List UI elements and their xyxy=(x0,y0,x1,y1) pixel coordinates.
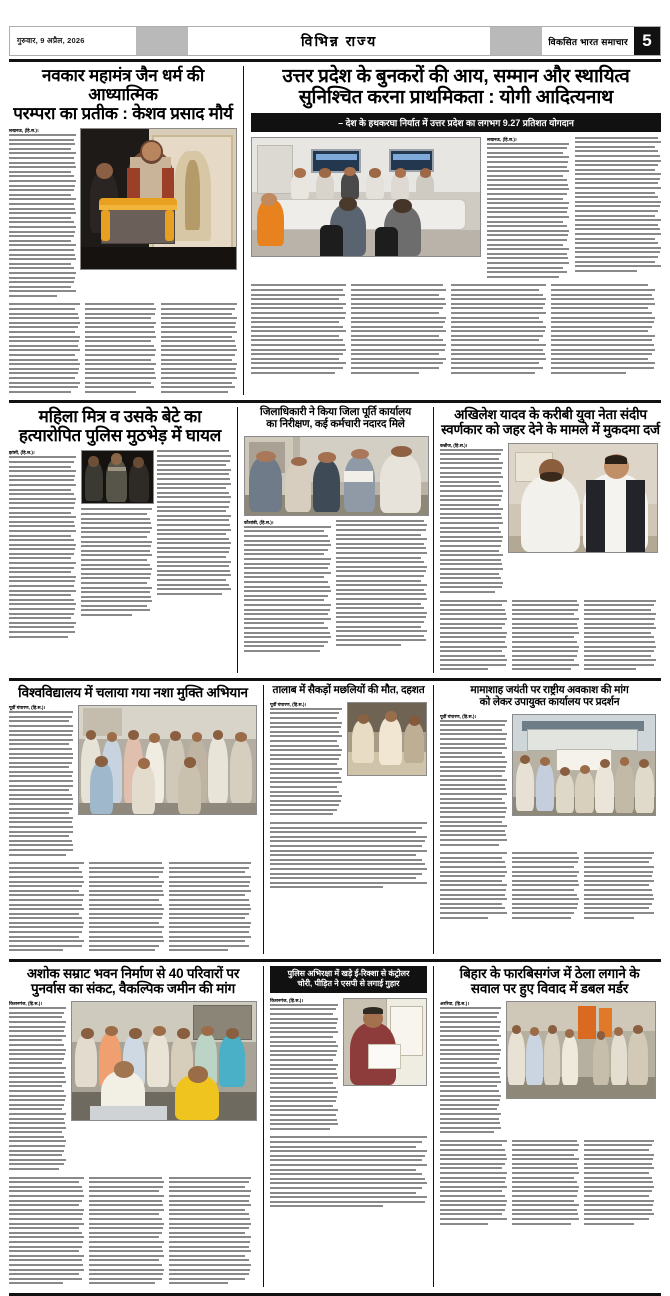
murder-body-col3 xyxy=(512,1140,579,1225)
erickshaw-body-col2 xyxy=(270,1136,427,1207)
jain-headline-line1: नवकार महामंत्र जैन धर्म की आध्यात्मिक xyxy=(41,66,205,105)
sandeep-body-col3 xyxy=(512,600,579,671)
top-band xyxy=(9,66,661,395)
story-sandeep-case xyxy=(433,407,661,673)
weavers-dateline: लखनऊ, (हि.स.)। xyxy=(487,136,517,142)
jain-dateline: लखनऊ, (हि.स.)। xyxy=(9,128,39,134)
masthead-spacer-left xyxy=(136,27,188,55)
erickshaw-headline-band xyxy=(270,966,427,993)
weavers-body-col4 xyxy=(351,284,446,373)
jain-photo xyxy=(80,128,237,270)
weavers-headline-line1: उत्तर प्रदेश के बुनकरों की आय, सम्मान और स्थायित्व xyxy=(282,66,630,87)
weavers-body-col3 xyxy=(251,284,346,373)
ashok-photo xyxy=(71,1001,257,1121)
ashok-body-col1 xyxy=(9,1007,66,1170)
story-dm-inspection xyxy=(237,407,433,673)
page-number-badge: 5 xyxy=(634,27,660,55)
dm-photo xyxy=(244,436,429,516)
masthead xyxy=(9,26,661,56)
erickshaw-dateline: किशनगंज, (हि.स.)। xyxy=(270,997,304,1003)
masthead-date: गुरुवार, 9 अप्रैल, 2026 xyxy=(10,27,136,55)
mamashah-body-col1 xyxy=(440,720,507,846)
nasha-body-col1 xyxy=(9,711,73,855)
dm-dateline: कौशांबी, (हि.स.)। xyxy=(244,519,274,525)
nasha-body-col4 xyxy=(169,862,251,951)
weavers-body-col6 xyxy=(551,284,655,373)
erickshaw-headline-line2: चोरी, पीड़ित ने एसपी से लगाई गुहार xyxy=(297,979,400,989)
murder-body-col1 xyxy=(440,1007,501,1133)
story-ashok-samrat xyxy=(9,966,263,1287)
weavers-body-col1 xyxy=(487,143,569,278)
jain-body-col3 xyxy=(85,303,156,392)
encounter-body-col1 xyxy=(9,456,76,637)
newspaper-page xyxy=(0,26,670,1050)
nasha-body-col2 xyxy=(9,862,84,951)
story-erickshaw-theft xyxy=(263,966,433,1287)
masthead-section-title: विभिन्न राज्य xyxy=(188,27,490,55)
mamashah-body-col2 xyxy=(440,852,507,918)
story-double-murder xyxy=(433,966,659,1287)
jain-body-col2 xyxy=(9,303,80,392)
story-jain-dharm xyxy=(9,66,243,395)
nasha-headline: विश्वविद्यालय में चलाया गया नशा मुक्ति अभियान xyxy=(18,685,248,701)
story-nasha-mukti xyxy=(9,685,263,954)
fourth-band xyxy=(9,966,661,1287)
page-bottom-rule xyxy=(9,1293,661,1296)
murder-headline-line1: बिहार के फारबिसगंज में ठेला लगाने के xyxy=(459,966,640,982)
jain-body-col1 xyxy=(9,134,76,297)
ashok-headline-line2: पुनर्वास का संकट, वैकल्पिक जमीन की मांग xyxy=(30,981,236,997)
mamashah-photo xyxy=(512,714,656,816)
encounter-body-col3 xyxy=(157,450,231,594)
ashok-headline-line1: अशोक सम्राट भवन निर्माण से 40 परिवारों पर xyxy=(26,966,240,982)
encounter-body-col2 xyxy=(81,508,152,616)
story-weavers xyxy=(243,66,661,395)
sandeep-photo xyxy=(508,443,658,553)
nasha-photo xyxy=(78,705,257,815)
band2-divider xyxy=(9,678,661,681)
second-band xyxy=(9,407,661,673)
dm-headline-line2: का निरीक्षण, कई कर्मचारी नदारद मिले xyxy=(266,418,405,431)
encounter-dateline: झांसी, (हि.स.)। xyxy=(9,450,35,456)
encounter-photo xyxy=(81,450,154,504)
erickshaw-body-col1 xyxy=(270,1004,338,1130)
band1-divider xyxy=(9,400,661,403)
ashok-body-col2 xyxy=(9,1177,84,1285)
encounter-headline-line1: महिला मित्र व उसके बेटे का xyxy=(38,407,202,427)
erickshaw-photo xyxy=(343,998,427,1086)
sandeep-body-col4 xyxy=(584,600,656,671)
encounter-headline-line2: हत्यारोपित पुलिस मुठभेड़ में घायल xyxy=(18,426,222,446)
weavers-photo xyxy=(251,137,481,257)
masthead-rule xyxy=(9,59,661,62)
murder-headline-line2: सवाल पर हुए विवाद में डबल मर्डर xyxy=(470,981,629,997)
dm-body-col2 xyxy=(336,520,427,646)
mamashah-body-col3 xyxy=(512,852,579,918)
masthead-brand-wrap xyxy=(542,27,634,55)
fish-headline: तालाब में सैकड़ों मछलियों की मौत, दहशत xyxy=(272,684,425,697)
sandeep-body-col2 xyxy=(440,600,507,671)
nasha-dateline: पूर्वी चंपारण, (हि.स.)। xyxy=(9,705,46,711)
mamashah-headline-line1: मामाशाह जयंती पर राष्ट्रीय अवकाश की मांग xyxy=(470,684,629,697)
fish-photo xyxy=(347,702,427,776)
murder-photo xyxy=(506,1001,656,1099)
jain-headline-line2: परम्परा का प्रतीक : केशव प्रसाद मौर्य xyxy=(13,104,233,124)
murder-body-col4 xyxy=(584,1140,654,1225)
nasha-body-col3 xyxy=(89,862,164,951)
mamashah-body-col4 xyxy=(584,852,654,918)
weavers-headline-line2: सुनिश्चित करना प्राथमिकता : योगी आदित्यनाथ xyxy=(298,87,614,109)
ashok-body-col4 xyxy=(169,1177,251,1285)
sandeep-body-col1 xyxy=(440,449,503,593)
sandeep-headline-line2: स्वर्णकार को जहर देने के मामले में मुकदमा दर्ज xyxy=(441,422,660,438)
erickshaw-headline-line1: पुलिस अभिरक्षा में खड़े ई-रिक्शा से कंट्रोलर xyxy=(287,969,410,979)
fish-body-col1 xyxy=(270,708,342,816)
third-band xyxy=(9,685,661,954)
murder-body-col2 xyxy=(440,1140,507,1225)
masthead-brand: विकसित भारत समाचार xyxy=(548,36,628,47)
dm-body-col1 xyxy=(244,526,331,652)
weavers-body-col5 xyxy=(451,284,546,373)
band3-divider xyxy=(9,959,661,962)
story-mamashah xyxy=(433,685,659,954)
ashok-dateline: किशनगंज, (हि.स.)। xyxy=(9,1001,43,1007)
story-fish-death xyxy=(263,685,433,954)
story-encounter xyxy=(9,407,237,673)
murder-dateline: अररिया, (हि.स.)। xyxy=(440,1001,469,1007)
sandeep-headline-line1: अखिलेश यादव के करीबी युवा नेता संदीप xyxy=(454,407,647,423)
jain-body-col4 xyxy=(161,303,237,392)
dm-headline-line1: जिलाधिकारी ने किया जिला पूर्ति कार्यालय xyxy=(260,406,411,419)
weavers-body-col2 xyxy=(575,137,661,272)
ashok-body-col3 xyxy=(89,1177,164,1285)
fish-dateline: पूर्वी चंपारण, (हि.स.)। xyxy=(270,701,307,707)
weavers-subhead: – देश के हथकरघा निर्यात में उत्तर प्रदेश का लगभग 9.27 प्रतिशत योगदान xyxy=(251,113,661,132)
mamashah-dateline: पूर्वी चंपारण, (हि.स.)। xyxy=(440,713,477,719)
sandeep-dateline: कन्नौज, (हि.स.)। xyxy=(440,442,468,448)
masthead-spacer-right xyxy=(490,27,542,55)
mamashah-headline-line2: को लेकर उपायुक्त कार्यालय पर प्रदर्शन xyxy=(479,695,620,708)
fish-body-col2 xyxy=(270,822,427,888)
